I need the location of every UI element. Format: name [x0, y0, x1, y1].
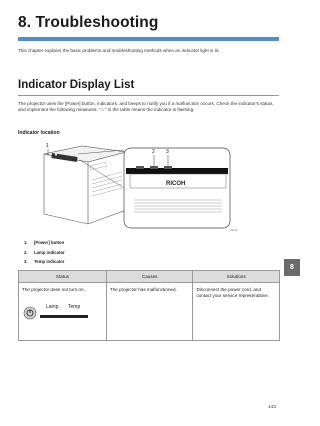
indicator-table	[18, 270, 280, 341]
temp-label: Temp	[68, 304, 81, 311]
table-row	[19, 283, 280, 341]
callout-1: 1	[46, 143, 49, 149]
section-title-rule	[18, 95, 279, 96]
header-causes: Causes	[106, 271, 193, 283]
legend-label: [Power] button	[34, 240, 65, 245]
chapter-title-rule	[18, 37, 279, 41]
legend-number: 3.	[24, 259, 28, 265]
indicator-legend	[24, 240, 144, 269]
section-title: Indicator Display List	[18, 79, 135, 91]
solutions-cell: Disconnect the power cord, and contact your service representative.	[193, 283, 280, 341]
legend-label: Lamp indicator	[34, 249, 65, 255]
legend-number: 1.	[24, 240, 28, 245]
header-solutions: Solutions	[193, 271, 280, 283]
header-status: Status	[19, 271, 107, 283]
causes-cell: The projector has malfunctioned.	[106, 283, 193, 341]
legend-label: Temp indicator	[34, 259, 65, 265]
status-text: The projector does not turn on.	[22, 287, 85, 292]
section-body: The projector uses the [Power] button, indicators, and beeps to notify you if a malfunction occurs. Check the indicator's status, and implement the following measures. "☆" in the table means the indicator is flashing.	[18, 101, 274, 113]
figure-code: CJB105	[229, 229, 238, 232]
legend-item	[24, 240, 144, 245]
brand-logo: RICOH	[166, 181, 186, 187]
callout-3: 3	[166, 149, 169, 155]
figure-subheading: Indicator location	[18, 130, 60, 136]
projector-illustration	[26, 140, 244, 232]
legend-item	[24, 250, 144, 255]
legend-number: 2.	[24, 249, 28, 255]
chapter-tab: 8	[284, 259, 300, 276]
indicator-lamp-icon	[22, 301, 92, 321]
table-header-row	[19, 271, 280, 283]
chapter-intro: This chapter explains the basic problems and troubleshooting methods when an indicator light is lit.	[18, 48, 220, 53]
chapter-title: 8. Troubleshooting	[18, 14, 159, 31]
status-cell	[19, 283, 107, 341]
page-number: 143	[268, 405, 277, 410]
legend-item	[24, 259, 144, 264]
lamp-label: Lamp	[46, 304, 59, 311]
callout-2: 2	[152, 149, 155, 155]
